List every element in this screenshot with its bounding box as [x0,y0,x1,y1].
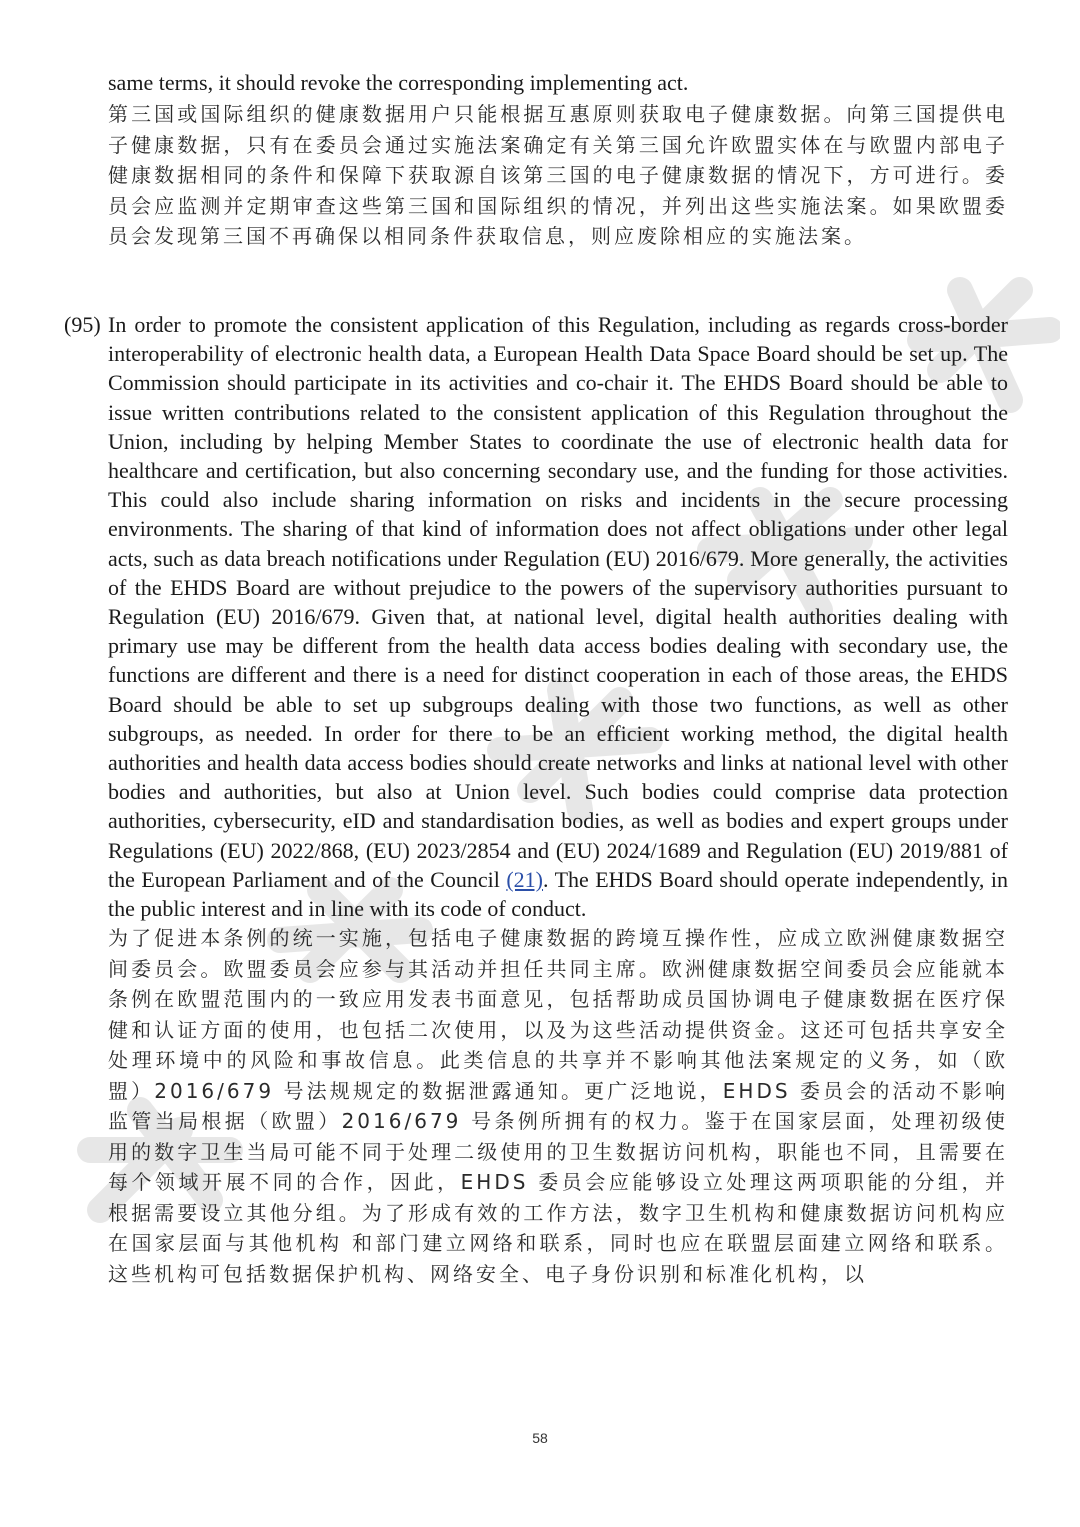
previous-paragraph-chinese: 第三国或国际组织的健康数据用户只能根据互惠原则获取电子健康数据。向第三国提供电子健康数据，只有在委员会通过实施法案确定有关第三国允许欧盟实体在与欧盟内部电子健康数据相同的条件和保障下获取源自该第三国的电子健康数据的情况下，方可进行。委员会应监测并定期审查这些第三国和国际组织的情况，并列出这些实施法案。如果欧盟委员会发现第三国不再确保以相同条件获取信息，则应废除相应的实施法案。 [108,102,1008,249]
previous-paragraph-english-tail: same terms, it should revoke the corresponding implementing act. [108,70,689,95]
paragraph-95-chinese: 为了促进本条例的统一实施，包括电子健康数据的跨境互操作性，应成立欧洲健康数据空间委员会。欧盟委员会应参与其活动并担任共同主席。欧洲健康数据空间委员会应能就本条例在欧盟范围内的一致应用发表书面意见，包括帮助成员国协调电子健康数据在医疗保健和认证方面的使用，也包括二次使用，以及为这些活动提供资金。这还可包括共享安全处理环境中的风险和事故信息。此类信息的共享并不影响其他法案规定的义务，如（欧盟）2016/679 号法规规定的数据泄露通知。更广泛地说，EHDS 委员会的活动不影响监管当局根据（欧盟）2016/679 号条例所拥有的权力。鉴于在国家层面，处理初级使用的数字卫生当局可能不同于处理二级使用的卫生数据访问机构，职能也不同，且需要在每个领域开展不同的合作，因此，EHDS 委员会应能够设立处理这两项职能的分组，并根据需要设立其他分组。为了形成有效的工作方法，数字卫生机构和健康数据访问机构应在国家层面与其他机构 和部门建立网络和联系，同时也应在联盟层面建立网络和联系。 这些机构可包括数据保护机构、网络安全、电子身份识别和标准化机构，以 [108,926,1008,1286]
paragraph-95-english [108,310,1008,923]
paragraph-95-english-end: . The EHDS Board should operate independently, in the public interest and in line with its code of conduct. [108,866,1008,922]
page-number: 58 [532,1430,548,1446]
previous-paragraph [108,68,1008,252]
paragraph-number: (95) [64,312,101,337]
paragraph-95-english-main: In order to promote the consistent application of this Regulation, including as regards cross-border interoperability of electronic health data, a European Health Data Space Board should be set up. The Commission should participate in its activities and co-chair it. The EHDS Board should be able to issue written contributions related to the consistent application of this Regulation throughout the Union, including by helping Member States to coordinate the use of electronic health data for healthcare and certification, but also concerning secondary use, and the funding for those activities. This could also include sharing information on risks and incidents in the secure processing environments. The sharing of that kind of information does not affect obligations under other legal acts, such as data breach notifications under Regulation (EU) 2016/679. More generally, the activities of the EHDS Board are without prejudice to the powers of the supervisory authorities pursuant to Regulation (EU) 2016/679. Given that, at national level, digital health authorities dealing with primary use may be different from the health data access bodies dealing with secondary use, the functions are different and there is a need for distinct cooperation in each of those areas, the EHDS Board should be able to set up subgroups dealing with those two functions, as well as other subgroups, as needed. In order for there to be an efficient working method, the digital health authorities and health data access bodies should create networks and links at national level with other bodies and authorities, but also at Union level. Such bodies could comprise data protection authorities, cybersecurity, eID and standardisation bodies, as well as bodies and expert groups under Regulations (EU) 2022/868, (EU) 2023/2854 and (EU) 2024/1689 and Regulation (EU) 2019/881 of the European Parliament and of the Council [108,312,1008,892]
paragraph-95 [108,310,1008,1289]
footnote-link-21[interactable]: (21) [506,866,544,892]
